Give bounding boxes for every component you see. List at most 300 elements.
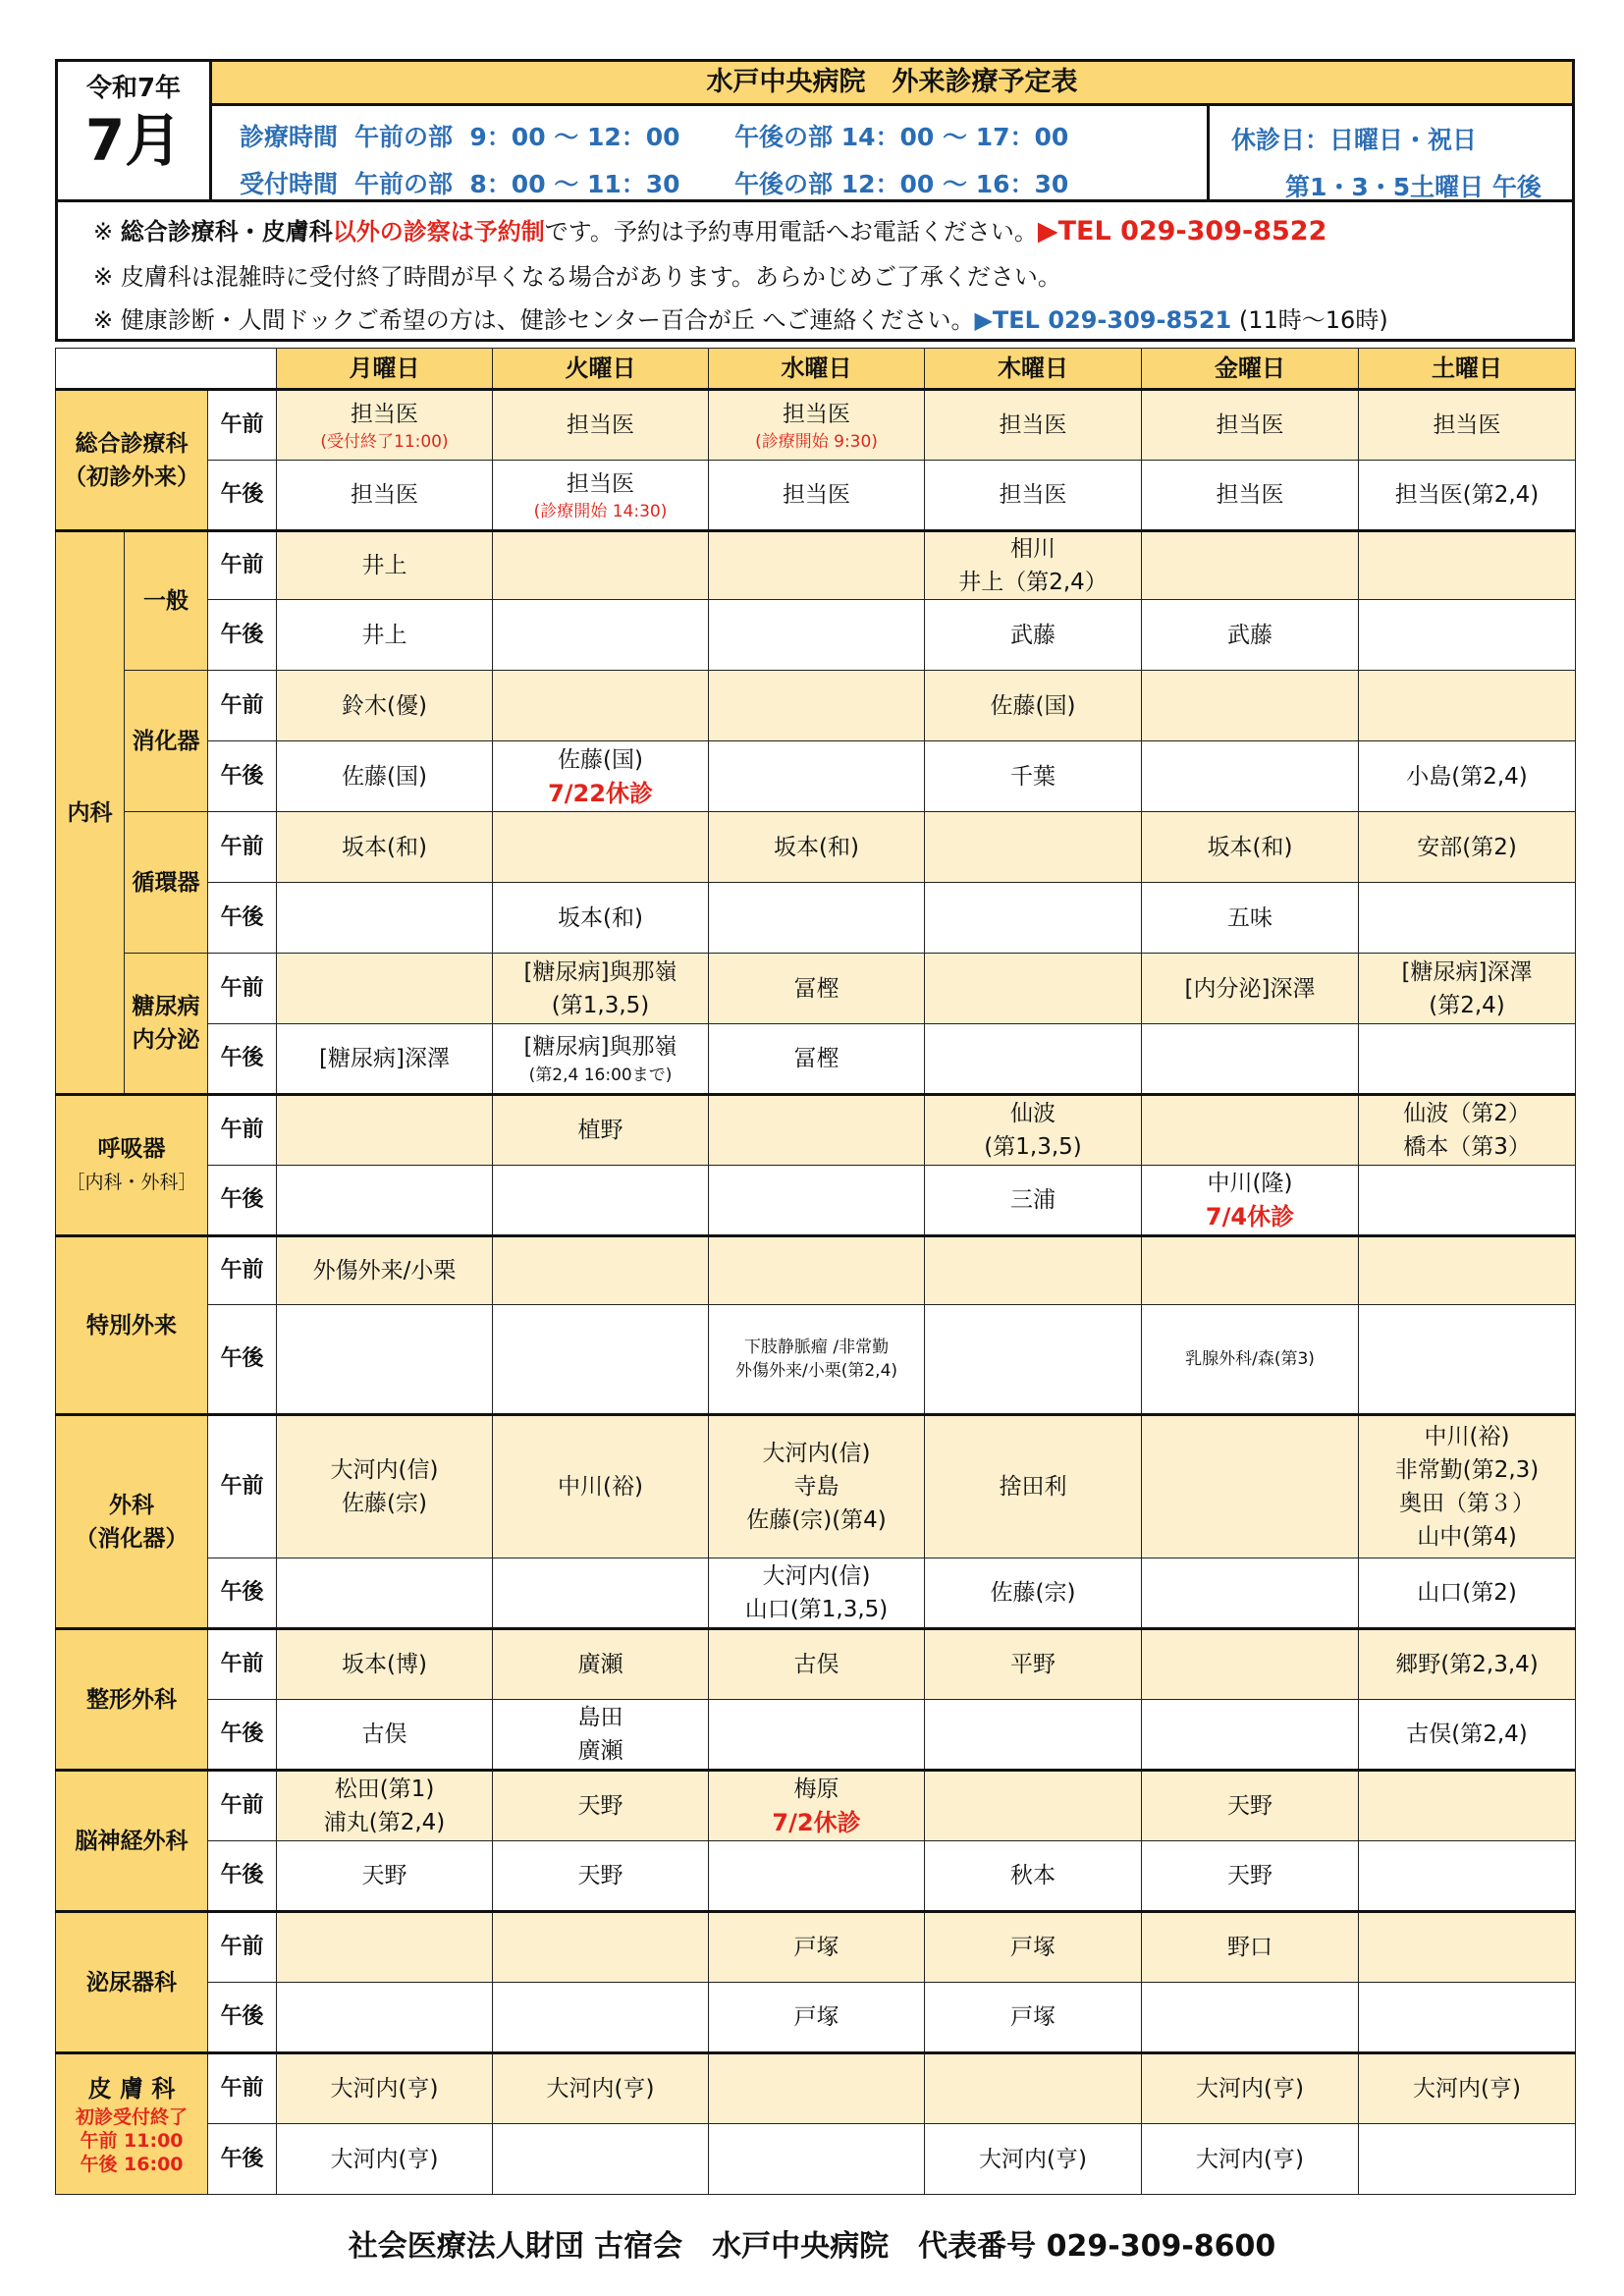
schedule-cell [1359, 1024, 1576, 1095]
schedule-cell [709, 1305, 925, 1415]
note-text: です。予約は予約専用電話へお電話ください。 [544, 218, 1038, 246]
cell-line: 戸塚 [793, 1935, 839, 1960]
schedule-cell [1359, 1095, 1576, 1166]
cell-line: 冨樫 [793, 975, 839, 1002]
schedule-cell [1142, 954, 1359, 1024]
cell-line: 寺島 [793, 1474, 839, 1500]
schedule-cell [709, 461, 925, 531]
schedule-cell [493, 812, 709, 883]
cell-line: 中川(隆) [1207, 1171, 1293, 1196]
session-am: 午前 [208, 1629, 277, 1700]
schedule-cell [1359, 883, 1576, 954]
schedule-cell [709, 531, 925, 600]
cell-line: 捨田利 [999, 1474, 1067, 1500]
schedule-cell [493, 2124, 709, 2195]
schedule-cell [1142, 531, 1359, 600]
schedule-cell [277, 531, 493, 600]
schedule-cell [493, 1095, 709, 1166]
notes-box [55, 202, 1575, 342]
cell-line: 千葉 [1010, 763, 1056, 790]
kokyu-pm-row [56, 1166, 1576, 1236]
header [55, 59, 1575, 202]
schedule-cell [709, 1912, 925, 1983]
dept-sublabel: （消化器） [75, 1525, 189, 1552]
schedule-cell [493, 1700, 709, 1771]
dept-neurosurgery: 脳神経外科 [56, 1771, 208, 1912]
schedule-cell [1359, 954, 1576, 1024]
session-pm: 午後 [208, 1305, 277, 1415]
dept-sublabel: 内分泌 [132, 1027, 200, 1053]
schedule-cell [277, 1771, 493, 1841]
schedule-cell [493, 954, 709, 1024]
cell-line: 橋本（第3） [1403, 1134, 1531, 1160]
cell-line: 担当医 [567, 412, 635, 438]
session-am: 午前 [208, 531, 277, 600]
cell-line: 天野 [577, 1863, 623, 1888]
session-am: 午前 [208, 1095, 277, 1166]
schedule-cell [493, 1771, 709, 1841]
schedule-cell [277, 812, 493, 883]
cell-line: 小島(第2,4) [1406, 763, 1528, 790]
schedule-cell [277, 461, 493, 531]
page-title: 水戸中央病院 外来診療予定表 [212, 62, 1572, 106]
schedule-cell [1359, 1166, 1576, 1236]
cell-line: 非常勤(第2,3) [1394, 1457, 1540, 1483]
ippan-am-row [56, 531, 1576, 600]
schedule-cell [1359, 390, 1576, 461]
schedule-cell [493, 1024, 709, 1095]
schedule-cell [925, 2124, 1142, 2195]
cell-line: 担当医 [999, 482, 1067, 508]
cell-line: 佐藤(国) [558, 746, 643, 773]
cell-line: 天野 [1227, 1793, 1273, 1819]
cell-line: 大河内(亨) [1413, 2076, 1521, 2102]
cell-line: 佐藤(宗)(第4) [746, 1507, 887, 1533]
session-am: 午前 [208, 1236, 277, 1305]
schedule-cell [1359, 1841, 1576, 1912]
schedule-cell [277, 1024, 493, 1095]
schedule-cell [709, 1024, 925, 1095]
day-fri: 金曜日 [1142, 349, 1359, 390]
dept-label: 外科 [109, 1492, 154, 1518]
note-checkup [93, 301, 1388, 335]
cell-line: 奥田（第３） [1399, 1491, 1536, 1516]
schedule-cell [277, 1305, 493, 1415]
cell-line: 武藤 [1227, 622, 1273, 648]
cell-line: 松田(第1) [334, 1777, 435, 1802]
schedule-cell [925, 954, 1142, 1024]
consult-hours-am: 午前の部 9：00 ～ 12：00 [354, 123, 680, 151]
schedule-cell [709, 1558, 925, 1629]
dept-label: 皮 膚 科 [87, 2075, 176, 2103]
schedule-cell [1142, 1236, 1359, 1305]
schedule-cell [493, 1912, 709, 1983]
schedule-cell [1142, 1771, 1359, 1841]
session-pm: 午後 [208, 1841, 277, 1912]
session-am: 午前 [208, 1415, 277, 1558]
schedule-cell [277, 1166, 493, 1236]
schedule-cell [277, 600, 493, 671]
seikei-am-row [56, 1629, 1576, 1700]
schedule-cell [925, 1983, 1142, 2053]
cell-line: (受付終了11:00) [320, 432, 449, 452]
cell-line: 戸塚 [1010, 2004, 1056, 2030]
schedule-cell [1359, 2124, 1576, 2195]
cell-line: 武藤 [1010, 622, 1056, 648]
schedule-cell [709, 1166, 925, 1236]
cell-line: (第1,3,5) [984, 1134, 1082, 1160]
dept-sublabel: （初診外来） [64, 464, 199, 490]
schedule-cell [493, 1305, 709, 1415]
cell-line: 廣瀬 [577, 1652, 623, 1677]
schedule-cell [925, 1095, 1142, 1166]
schedule-cell [1359, 1912, 1576, 1983]
toku-am-row [56, 1236, 1576, 1305]
schedule-cell [1142, 1305, 1359, 1415]
cell-line: [糖尿病]與那嶺 [523, 1034, 677, 1060]
cell-line: (第1,3,5) [551, 992, 650, 1018]
schedule-cell [709, 883, 925, 954]
cell-line: 担当医 [1216, 482, 1284, 508]
sogo-am-row [56, 390, 1576, 461]
geka-am-row [56, 1415, 1576, 1558]
schedule-cell [925, 1629, 1142, 1700]
schedule-cell [1142, 2124, 1359, 2195]
schedule-cell [925, 1841, 1142, 1912]
schedule-cell [493, 1236, 709, 1305]
schedule-cell [709, 1629, 925, 1700]
schedule-cell [709, 600, 925, 671]
cell-line: 大河内(亨) [546, 2076, 655, 2102]
schedule-cell [709, 1771, 925, 1841]
schedule-cell [709, 1095, 925, 1166]
schedule-cell [925, 1236, 1142, 1305]
cell-line: 天野 [361, 1863, 407, 1888]
cell-line: 大河内(亨) [979, 2146, 1087, 2172]
schedule-cell [1359, 1700, 1576, 1771]
schedule-cell [277, 671, 493, 741]
cell-line: 山中(第4) [1417, 1524, 1517, 1550]
cell-line: 担当医 [1216, 412, 1284, 438]
reception-hours-pm: 午後の部 12：00 ～ 16：30 [734, 170, 1069, 198]
cell-line: 坂本(和) [558, 904, 643, 931]
cell-line: 乳腺外科/森(第3) [1185, 1349, 1315, 1369]
schedule-cell [925, 741, 1142, 812]
schedule-cell [1142, 461, 1359, 531]
day-header-row [56, 349, 1576, 390]
schedule-cell [277, 1841, 493, 1912]
schedule-cell [277, 1558, 493, 1629]
schedule-cell [1142, 1166, 1359, 1236]
footer: 社会医療法人財団 古宿会 水戸中央病院 代表番号 029-309-8600 [348, 2229, 1276, 2264]
cell-line: (診療開始 14:30) [533, 502, 668, 521]
dept-general [56, 390, 208, 531]
session-am: 午前 [208, 2053, 277, 2124]
schedule-cell [1359, 812, 1576, 883]
closed-days: 休診日：日曜日・祝日 [1231, 126, 1478, 154]
junkan-am-row [56, 812, 1576, 883]
junkan-pm-row [56, 883, 1576, 954]
schedule-cell [925, 1558, 1142, 1629]
schedule-cell [925, 883, 1142, 954]
schedule-cell [277, 954, 493, 1024]
schedule-cell [277, 883, 493, 954]
note-depts: 総合診療科・皮膚科 [120, 218, 333, 246]
toku-pm-row [56, 1305, 1576, 1415]
schedule-cell [925, 600, 1142, 671]
schedule-page [55, 59, 1575, 2195]
schedule-cell [1359, 741, 1576, 812]
schedule-cell [925, 1305, 1142, 1415]
note-mark: ※ [93, 218, 121, 246]
cell-line: 中川(裕) [1424, 1424, 1510, 1449]
cell-line: 井上（第2,4） [958, 570, 1108, 595]
cell-line: 外傷外来/小栗(第2,4) [735, 1361, 898, 1381]
cell-line: [糖尿病]深澤 [1401, 958, 1533, 985]
cell-line: 大河内(信) [762, 1441, 871, 1466]
schedule-cell [1142, 1558, 1359, 1629]
cell-line: 7/4休診 [1205, 1203, 1295, 1230]
session-pm: 午後 [208, 461, 277, 531]
session-am: 午前 [208, 1912, 277, 1983]
day-thu: 木曜日 [925, 349, 1142, 390]
cell-line: 戸塚 [793, 2004, 839, 2030]
schedule-cell [925, 812, 1142, 883]
schedule-cell [1359, 1771, 1576, 1841]
cell-line: 天野 [577, 1793, 623, 1819]
dept-urology: 泌尿器科 [56, 1912, 208, 2053]
schedule-cell [1359, 1305, 1576, 1415]
cell-line: 大河内(信) [330, 1457, 439, 1483]
day-wed: 水曜日 [709, 349, 925, 390]
session-pm: 午後 [208, 1024, 277, 1095]
cell-line: 梅原 [793, 1777, 839, 1802]
closed-saturdays: 第1・3・5土曜日 午後 [1285, 173, 1542, 201]
cell-line: 大河内(亨) [330, 2076, 439, 2102]
cell-line: 担当医 [1433, 412, 1501, 438]
dept-orthopedics: 整形外科 [56, 1629, 208, 1771]
month: 7月 [84, 107, 183, 174]
schedule-cell [1142, 1024, 1359, 1095]
note-reservation [93, 212, 1326, 246]
session-am: 午前 [208, 671, 277, 741]
schedule-cell [1142, 1841, 1359, 1912]
schedule-cell [709, 954, 925, 1024]
cell-line: 佐藤(宗) [990, 1580, 1076, 1606]
cell-line: 浦丸(第2,4) [323, 1810, 446, 1835]
schedule-cell [709, 1236, 925, 1305]
cell-line: 大河内(亨) [1196, 2146, 1304, 2172]
schedule-cell [1142, 1912, 1359, 1983]
noushin-pm-row [56, 1841, 1576, 1912]
schedule-cell [1359, 1558, 1576, 1629]
schedule-cell [1142, 1983, 1359, 2053]
schedule-table [55, 348, 1576, 2195]
schedule-cell [925, 2053, 1142, 2124]
schedule-cell [493, 883, 709, 954]
schedule-cell [1359, 1415, 1576, 1558]
schedule-cell [1359, 1983, 1576, 2053]
schedule-cell [1142, 1700, 1359, 1771]
cell-line: 担当医 [351, 402, 419, 427]
dept-surgery [56, 1415, 208, 1629]
schedule-cell [709, 1415, 925, 1558]
cell-line: 外傷外来/小栗 [312, 1258, 457, 1284]
schedule-cell [1359, 1236, 1576, 1305]
session-pm: 午後 [208, 741, 277, 812]
cell-line: 井上 [361, 622, 407, 648]
schedule-cell [277, 1095, 493, 1166]
schedule-cell [277, 1629, 493, 1700]
consult-hours-pm: 午後の部 14：00 ～ 17：00 [734, 123, 1069, 151]
note-reservation-required: 以外の診察は予約制 [332, 218, 545, 246]
schedule-cell [277, 1236, 493, 1305]
cell-line: 鈴木(優) [342, 692, 427, 719]
cell-line: (第2,4 16:00まで) [528, 1066, 673, 1085]
schedule-cell [493, 1841, 709, 1912]
cell-line: 7/22休診 [548, 779, 653, 807]
hifu-am-row [56, 2053, 1576, 2124]
cell-line: [糖尿病]與那嶺 [523, 958, 677, 985]
cell-line: 古俣(第2,4) [1406, 1722, 1528, 1747]
cell-line: (第2,4) [1429, 992, 1505, 1018]
session-am: 午前 [208, 1771, 277, 1841]
note-text: ※ 健康診断・人間ドックご希望の方は、健診センター百合が丘 へご連絡ください。 [93, 306, 975, 334]
cell-line: 島田 [577, 1705, 623, 1730]
dept-internal-diabetes [125, 954, 208, 1095]
schedule-cell [709, 741, 925, 812]
cell-line: 古俣 [361, 1722, 407, 1747]
cell-line: 7/2休診 [772, 1809, 861, 1836]
cell-line: 担当医 [999, 412, 1067, 438]
session-am: 午前 [208, 390, 277, 461]
cell-line: 山口(第1,3,5) [744, 1597, 889, 1622]
cell-line: 下肢静脈瘤 /非常勤 [743, 1338, 890, 1357]
cell-line: 野口 [1227, 1935, 1273, 1960]
noushin-am-row [56, 1771, 1576, 1841]
schedule-cell [277, 390, 493, 461]
cell-line: 仙波（第2） [1403, 1101, 1531, 1126]
session-pm: 午後 [208, 1983, 277, 2053]
cell-line: 秋本 [1010, 1863, 1056, 1888]
dept-respiratory [56, 1095, 208, 1236]
cell-line: 冨樫 [793, 1046, 839, 1071]
hinyo-am-row [56, 1912, 1576, 1983]
schedule-cell [925, 531, 1142, 600]
ippan-pm-row [56, 600, 1576, 671]
schedule-cell [925, 1415, 1142, 1558]
shoka-pm-row [56, 741, 1576, 812]
tonyo-am-row [56, 954, 1576, 1024]
dermatology-am-cutoff: 午前 11:00 [80, 2130, 184, 2152]
cell-line: 仙波 [1010, 1101, 1056, 1126]
schedule-cell [925, 1771, 1142, 1841]
schedule-cell [1359, 671, 1576, 741]
hinyo-pm-row [56, 1983, 1576, 2053]
cell-line: 佐藤(国) [342, 763, 427, 790]
cell-line: 廣瀬 [577, 1738, 623, 1764]
reception-hours-label: 受付時間 [240, 170, 339, 198]
cell-line: 安部(第2) [1417, 834, 1517, 860]
schedule-cell [1359, 2053, 1576, 2124]
session-am: 午前 [208, 812, 277, 883]
dermatology-pm-cutoff: 午後 16:00 [80, 2154, 184, 2175]
cell-line: 中川(裕) [558, 1474, 643, 1500]
schedule-cell [709, 1983, 925, 2053]
hifu-pm-row [56, 2124, 1576, 2195]
cell-line: 平野 [1010, 1652, 1056, 1677]
cell-line: 大河内(亨) [1196, 2076, 1304, 2102]
cell-line: 担当医 [783, 402, 851, 427]
sogo-pm-row [56, 461, 1576, 531]
shoka-am-row [56, 671, 1576, 741]
schedule-cell [1142, 2053, 1359, 2124]
schedule-cell [277, 741, 493, 812]
schedule-cell [493, 741, 709, 812]
schedule-cell [925, 1912, 1142, 1983]
kokyu-am-row [56, 1095, 1576, 1166]
schedule-cell [1142, 600, 1359, 671]
schedule-cell [1142, 883, 1359, 954]
cell-line: 植野 [577, 1118, 623, 1143]
reservation-phone: ▶TEL 029-309-8522 [1037, 216, 1327, 246]
dept-internal-digestive: 消化器 [125, 671, 208, 812]
schedule-cell [493, 1166, 709, 1236]
session-pm: 午後 [208, 1700, 277, 1771]
cell-line: (診療開始 9:30) [755, 432, 878, 452]
cell-line: 井上 [361, 553, 407, 578]
schedule-cell [493, 1415, 709, 1558]
session-pm: 午後 [208, 2124, 277, 2195]
cell-line: 戸塚 [1010, 1935, 1056, 1960]
checkup-hours: (11時～16時) [1231, 306, 1388, 334]
cell-line: 佐藤(国) [990, 692, 1076, 719]
schedule-cell [493, 531, 709, 600]
day-sat: 土曜日 [1359, 349, 1576, 390]
dept-internal-general: 一般 [125, 531, 208, 671]
cell-line: 山口(第2) [1417, 1580, 1517, 1606]
schedule-cell [493, 461, 709, 531]
checkup-phone: ▶TEL 029-309-8521 [974, 306, 1232, 334]
era-year: 令和7年 [85, 74, 182, 103]
cell-line: 相川 [1010, 536, 1056, 562]
corner-cell [56, 349, 277, 390]
dept-label: 糖尿病 [132, 994, 200, 1019]
cell-line: 佐藤(宗) [342, 1491, 427, 1516]
schedule-cell [493, 1983, 709, 2053]
dept-label: 総合診療科 [75, 430, 189, 457]
schedule-cell [1142, 741, 1359, 812]
schedule-cell [277, 1983, 493, 2053]
cell-line: 坂本(和) [342, 834, 427, 860]
schedule-cell [925, 1024, 1142, 1095]
schedule-cell [1142, 812, 1359, 883]
session-pm: 午後 [208, 1558, 277, 1629]
schedule-cell [1142, 1095, 1359, 1166]
schedule-cell [1359, 531, 1576, 600]
session-pm: 午後 [208, 883, 277, 954]
schedule-cell [709, 1841, 925, 1912]
schedule-cell [1359, 1629, 1576, 1700]
cell-line: 大河内(信) [762, 1563, 871, 1589]
cell-line: 天野 [1227, 1863, 1273, 1888]
cell-line: 郷野(第2,3,4) [1395, 1652, 1539, 1677]
cell-line: [内分泌]深澤 [1184, 975, 1316, 1002]
seikei-pm-row [56, 1700, 1576, 1771]
schedule-cell [925, 390, 1142, 461]
session-pm: 午後 [208, 600, 277, 671]
dept-sublabel: ［内科・外科］ [66, 1171, 197, 1193]
